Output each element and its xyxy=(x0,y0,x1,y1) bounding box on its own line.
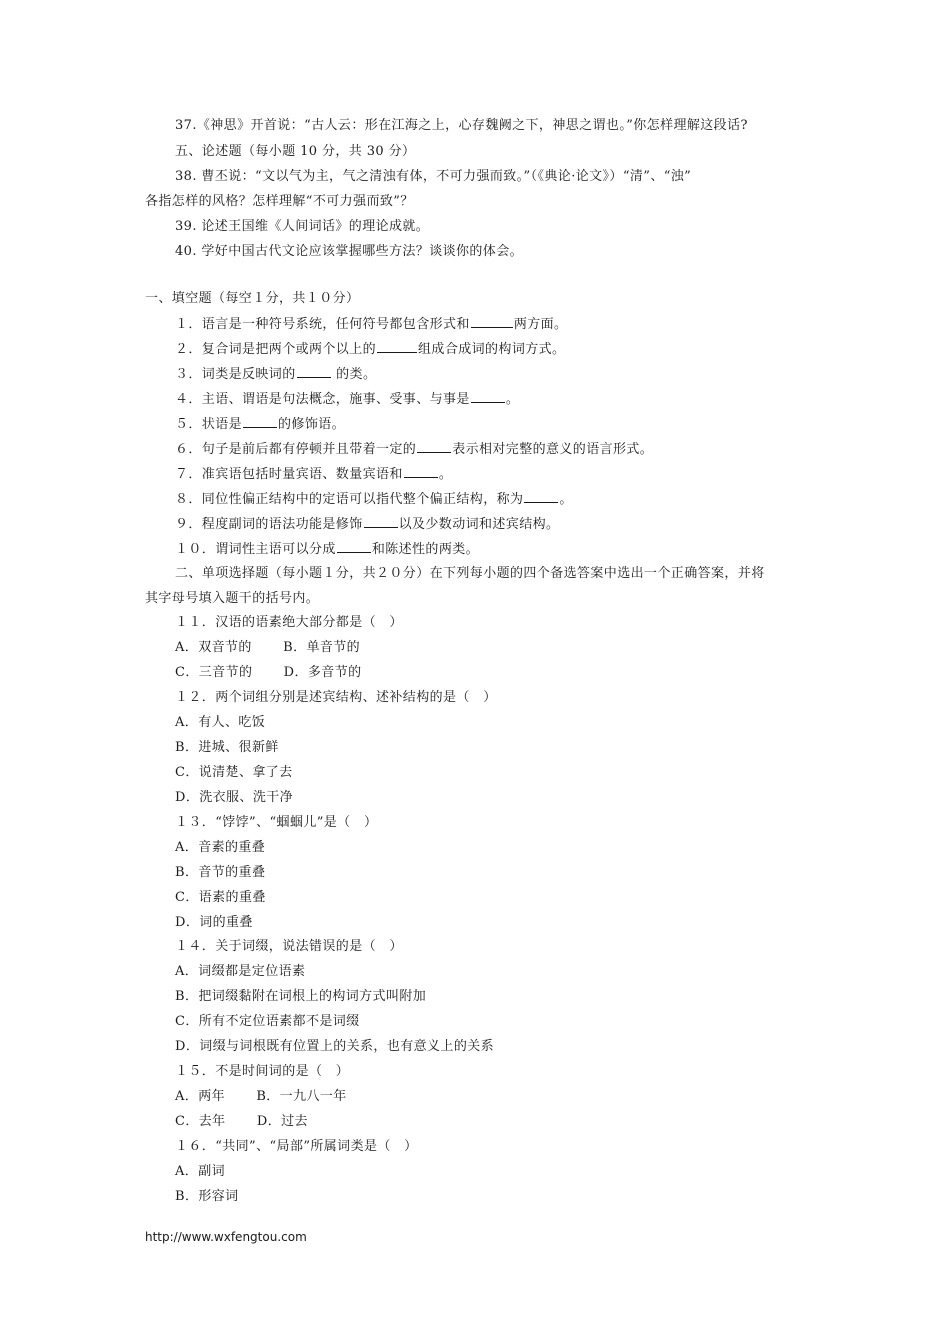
question-37: 37.《神思》开首说：“古人云：形在江海之上，心存魏阙之下，神思之谓也。”你怎样理解这段话? xyxy=(175,118,748,133)
choice-question-14: １４．关于词缀，说法错误的是（ ） xyxy=(175,939,403,954)
fill-question-2: ２．复合词是把两个或两个以上的 组成合成词的构词方式。 xyxy=(175,342,566,357)
choice-question-16: １６．“共同”、“局部”所属词类是（ ） xyxy=(175,1139,418,1154)
choice-option: A．副词 xyxy=(175,1164,225,1179)
fill-section-title: 一、填空题（每空１分，共１０分） xyxy=(145,291,360,306)
fill-question-5: ５．状语是 的修饰语。 xyxy=(175,417,346,432)
choice-section-title-line-2: 其字母号填入题干的括号内。 xyxy=(145,591,320,606)
choice-option: A．词缀都是定位语素 xyxy=(175,964,306,979)
answer-blank[interactable] xyxy=(404,465,438,478)
answer-blank[interactable] xyxy=(471,315,513,328)
choice-options: A．两年 B．一九八一年 xyxy=(175,1089,347,1104)
choice-option: C．说清楚、拿了去 xyxy=(175,765,293,780)
question-38-line-1: 38. 曹丕说：“文以气为主，气之清浊有体，不可力强而致。”（《典论·论文》）“清”、“浊” xyxy=(175,169,692,184)
answer-blank[interactable] xyxy=(364,515,398,528)
choice-options: A．双音节的 B．单音节的 xyxy=(175,640,361,655)
footer-url-link[interactable]: http://www.wxfengtou.com xyxy=(145,1230,307,1244)
answer-blank[interactable] xyxy=(297,365,331,378)
answer-blank[interactable] xyxy=(243,415,277,428)
fill-question-1: １．语言是一种符号系统，任何符号都包含形式和 两方面。 xyxy=(175,317,568,332)
choice-option: C．语素的重叠 xyxy=(175,890,266,905)
answer-blank[interactable] xyxy=(524,490,558,503)
answer-blank[interactable] xyxy=(417,440,451,453)
answer-blank[interactable] xyxy=(337,540,371,553)
fill-question-7: ７．准宾语包括时量宾语、数量宾语和 。 xyxy=(175,467,453,482)
choice-option: D．词缀与词根既有位置上的关系，也有意义上的关系 xyxy=(175,1039,495,1054)
choice-question-13: １３．“饽饽”、“蝈蝈儿”是（ ） xyxy=(175,815,378,830)
choice-option: C．所有不定位语素都不是词缀 xyxy=(175,1014,360,1029)
fill-question-8: ８．同位性偏正结构中的定语可以指代整个偏正结构，称为 。 xyxy=(175,492,573,507)
choice-option: B．把词缀黏附在词根上的构词方式叫附加 xyxy=(175,989,427,1004)
choice-option: B．进城、很新鲜 xyxy=(175,740,279,755)
choice-question-11: １１．汉语的语素绝大部分都是（ ） xyxy=(175,615,403,630)
fill-question-3: ３．词类是反映词的 的类。 xyxy=(175,367,377,382)
choice-option: A．有人、吃饭 xyxy=(175,715,266,730)
fill-question-6: ６．句子是前后都有停顿并且带着一定的 表示相对完整的意义的语言形式。 xyxy=(175,442,654,457)
question-38-line-2: 各指怎样的风格？怎样理解“不可力强而致”？ xyxy=(145,194,414,209)
choice-section-title-line-1: 二、单项选择题（每小题１分，共２０分）在下列每小题的四个备选答案中选出一个正确答案，并将 xyxy=(175,566,765,581)
choice-option: B．形容词 xyxy=(175,1189,239,1204)
answer-blank[interactable] xyxy=(377,340,417,353)
fill-question-9: ９．程度副词的语法功能是修饰 以及少数动词和述宾结构。 xyxy=(175,517,560,532)
choice-option: D．词的重叠 xyxy=(175,915,253,930)
question-40: 40. 学好中国古代文论应该掌握哪些方法？谈谈你的体会。 xyxy=(175,244,524,259)
choice-option: A．音素的重叠 xyxy=(175,840,266,855)
choice-options: C．去年 D．过去 xyxy=(175,1114,308,1129)
choice-option: B．音节的重叠 xyxy=(175,865,266,880)
choice-options: C．三音节的 D．多音节的 xyxy=(175,665,362,680)
answer-blank[interactable] xyxy=(471,390,505,403)
section-5-heading: 五、论述题（每小题 10 分，共 30 分） xyxy=(175,144,416,159)
choice-option: D．洗衣服、洗干净 xyxy=(175,790,294,805)
choice-question-12: １２．两个词组分别是述宾结构、述补结构的是（ ） xyxy=(175,690,497,705)
question-39: 39. 论述王国维《人间词话》的理论成就。 xyxy=(175,219,430,234)
fill-question-10: １０．谓词性主语可以分成 和陈述性的两类。 xyxy=(175,542,480,557)
choice-question-15: １５．不是时间词的是（ ） xyxy=(175,1064,350,1079)
fill-question-4: ４．主语、谓语是句法概念，施事、受事、与事是 。 xyxy=(175,392,520,407)
